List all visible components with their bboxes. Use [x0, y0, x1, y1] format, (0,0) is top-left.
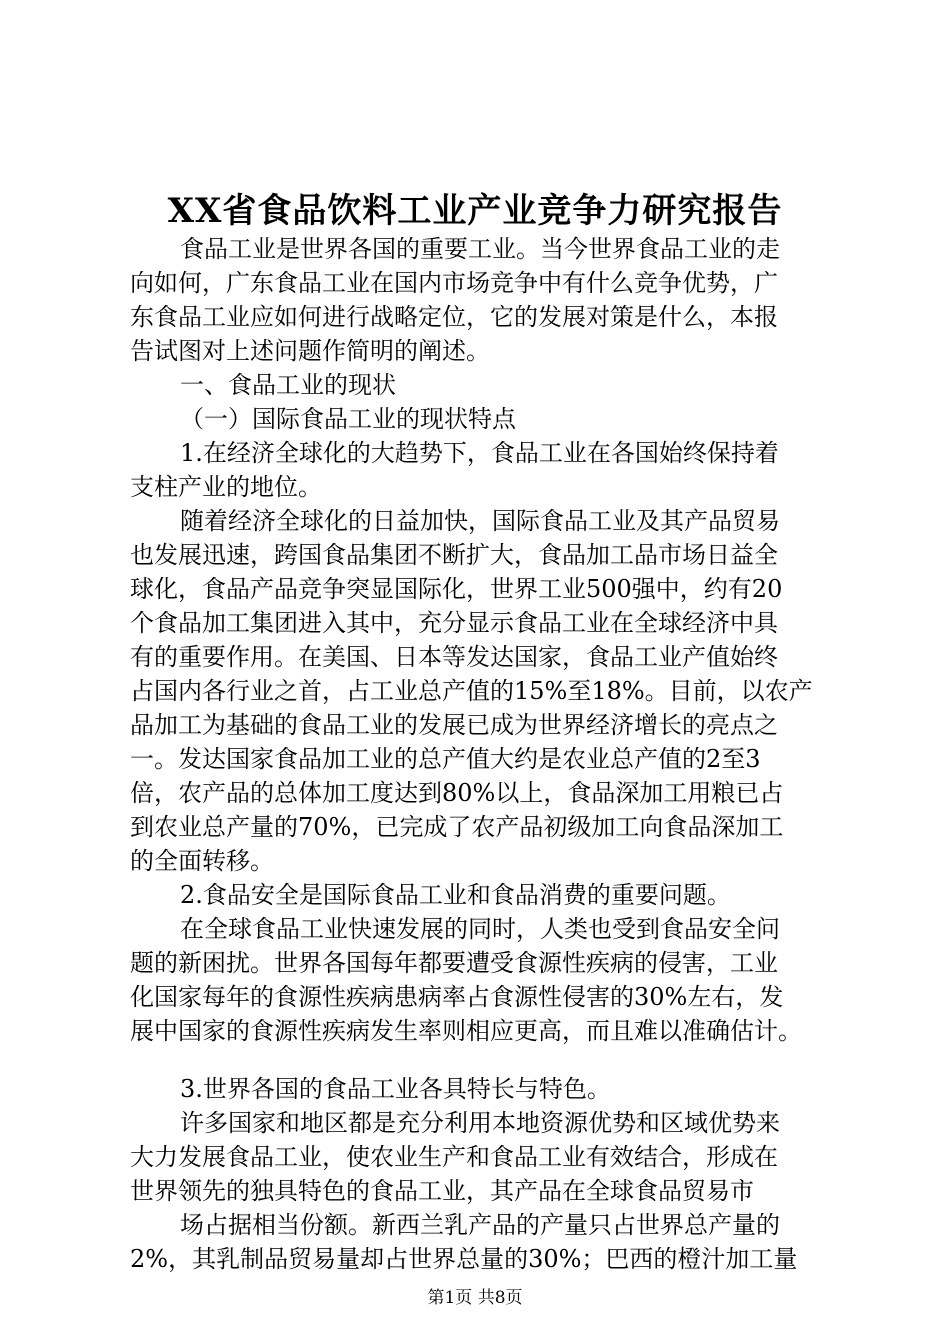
- text-line: 许多国家和地区都是充分利用本地资源优势和区域优势来: [180, 1109, 780, 1137]
- text-line: 2.食品安全是国际食品工业和食品消费的重要问题。: [180, 881, 731, 909]
- text-line: 有的重要作用。在美国、日本等发达国家，食品工业产值始终: [130, 643, 778, 671]
- text-line: 展中国家的食源性疾病发生率则相应更高，而且难以准确估计。: [130, 1017, 802, 1045]
- text-line: 3.世界各国的食品工业各具特长与特色。: [180, 1075, 611, 1103]
- text-line: 东食品工业应如何进行战略定位，它的发展对策是什么，本报: [130, 303, 778, 331]
- text-line: 球化，食品产品竞争突显国际化，世界工业500强中，约有20: [130, 575, 783, 603]
- text-line: 支柱产业的地位。: [130, 473, 322, 501]
- text-line: 的全面转移。: [130, 847, 274, 875]
- text-line: 告试图对上述问题作简明的阐述。: [130, 337, 490, 365]
- text-line: 场占据相当份额。新西兰乳产品的产量只占世界总产量的: [180, 1211, 780, 1239]
- text-line: 食品工业是世界各国的重要工业。当今世界食品工业的走: [180, 235, 780, 263]
- section-heading: 一、食品工业的现状: [180, 371, 396, 399]
- text-line: 倍，农产品的总体加工度达到80%以上，食品深加工用粮已占: [130, 779, 784, 807]
- text-line: 品加工为基础的食品工业的发展已成为世界经济增长的亮点之: [130, 711, 778, 739]
- text-line: 个食品加工集团进入其中，充分显示食品工业在全球经济中具: [130, 609, 778, 637]
- text-line: 1.在经济全球化的大趋势下，食品工业在各国始终保持着: [180, 439, 779, 467]
- subsection-heading: （一）国际食品工业的现状特点: [180, 405, 516, 433]
- text-line: 向如何，广东食品工业在国内市场竞争中有什么竞争优势，广: [130, 269, 778, 297]
- text-line: 世界领先的独具特色的食品工业，其产品在全球食品贸易市: [130, 1177, 754, 1205]
- text-line: 随着经济全球化的日益加快，国际食品工业及其产品贸易: [180, 507, 780, 535]
- text-line: 2%，其乳制品贸易量却占世界总量的30%；巴西的橙汁加工量: [130, 1245, 798, 1273]
- text-line: 占国内各行业之首，占工业总产值的15%至18%。目前，以农产: [130, 677, 813, 705]
- text-line: 到农业总产量的70%，已完成了农产品初级加工向食品深加工: [130, 813, 784, 841]
- text-line: 在全球食品工业快速发展的同时，人类也受到食品安全问: [180, 915, 780, 943]
- text-line: 化国家每年的食源性疾病患病率占食源性侵害的30%左右，发: [130, 983, 784, 1011]
- text-line: 也发展迅速，跨国食品集团不断扩大，食品加工品市场日益全: [130, 541, 778, 569]
- document-title: XX省食品饮料工业产业竞争力研究报告: [167, 191, 783, 231]
- text-line: 题的新困扰。世界各国每年都要遭受食源性疾病的侵害，工业: [130, 949, 778, 977]
- page-footer: 第1页 共8页: [427, 1288, 523, 1308]
- text-line: 一。发达国家食品加工业的总产值大约是农业总产值的2至3: [130, 745, 761, 773]
- text-line: 大力发展食品工业，使农业生产和食品工业有效结合，形成在: [130, 1143, 778, 1171]
